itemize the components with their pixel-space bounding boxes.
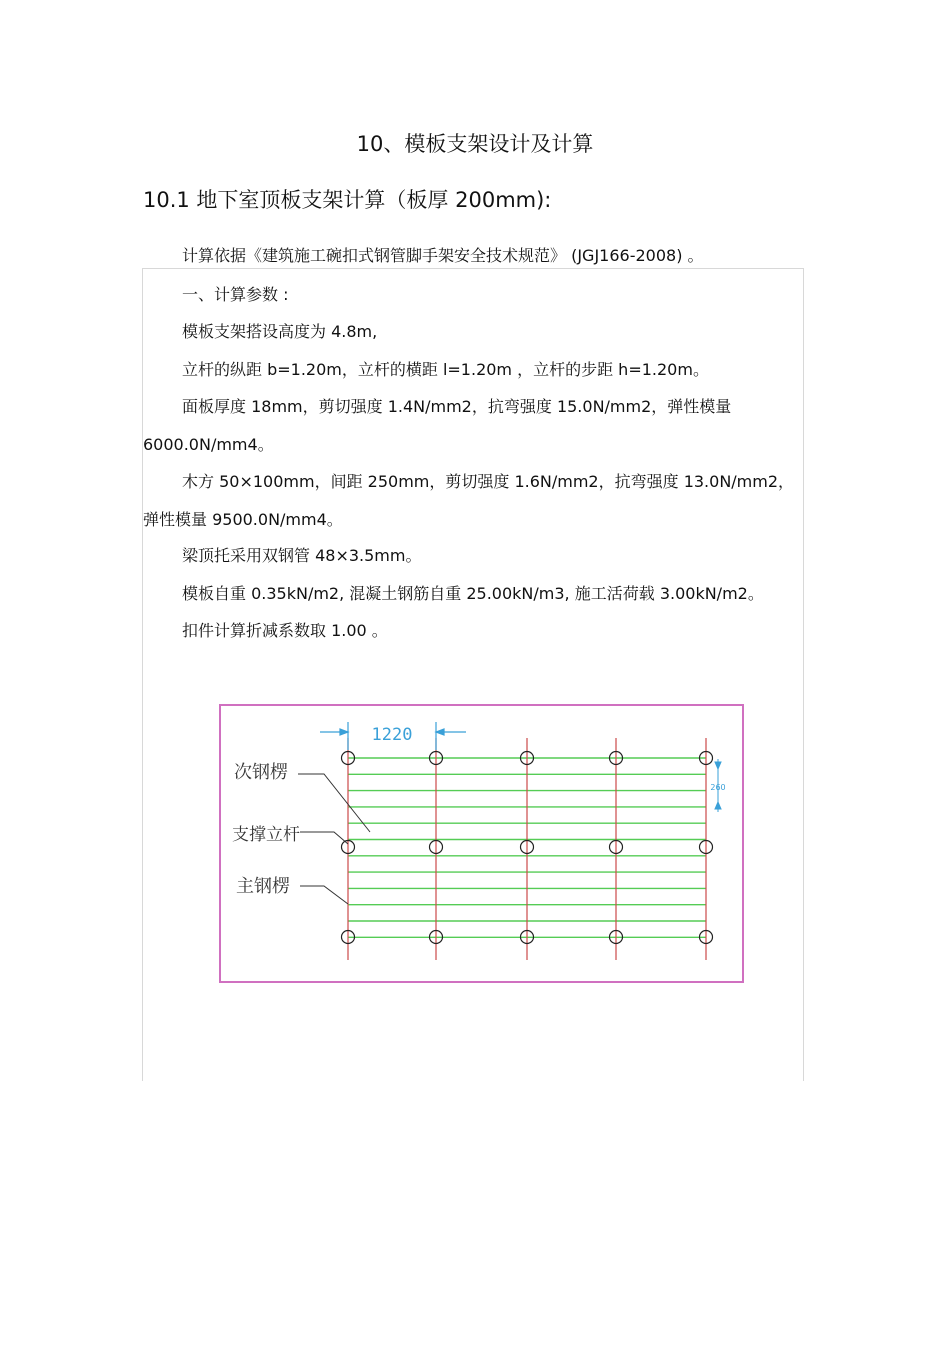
param-spacing: 立杆的纵距 b=1.20m，立杆的横距 l=1.20m ，立杆的步距 h=1.20m。 [182,360,709,379]
document-title: 10、模板支架设计及计算 [356,132,594,156]
param-loads: 模板自重 0.35kN/m2, 混凝土钢筋自重 25.00kN/m3, 施工活荷载 3.00kN/m2。 [182,584,764,603]
param-coefficient: 扣件计算折减系数取 1.00 。 [182,621,388,640]
params-heading: 一、计算参数 : [182,285,289,304]
calculation-basis: 计算依据《建筑施工碗扣式钢管脚手架安全技术规范》 (JGJ166-2008) 。 [182,246,704,265]
leader-support-pole [300,832,348,844]
label-secondary-beam: 次钢楞 [234,762,288,783]
param-panel-line1: 面板厚度 18mm，剪切强度 1.4N/mm2，抗弯强度 15.0N/mm2，弹性模量 [182,397,732,416]
pole-lines [348,738,706,960]
leader-main-beam [300,886,348,904]
param-height: 模板支架搭设高度为 4.8m, [182,322,378,341]
diagram-svg [212,694,752,989]
label-support-pole: 支撑立杆 [232,825,300,845]
param-beam: 梁顶托采用双钢管 48×3.5mm。 [182,546,422,565]
dimension-1220-label: 1220 [371,725,413,745]
param-timber-line1: 木方 50×100mm，间距 250mm，剪切强度 1.6N/mm2，抗弯强度 13.0N/mm2， [182,472,795,491]
label-main-beam: 主钢楞 [236,876,290,897]
param-timber-line2: 弹性模量 9500.0N/mm4。 [143,510,343,529]
formwork-layout-diagram [212,694,752,989]
dimension-260-label: 260 [710,783,726,792]
param-panel-line2: 6000.0N/mm4。 [143,435,274,454]
section-title: 10.1 地下室顶板支架计算（板厚 200mm): [143,188,552,212]
